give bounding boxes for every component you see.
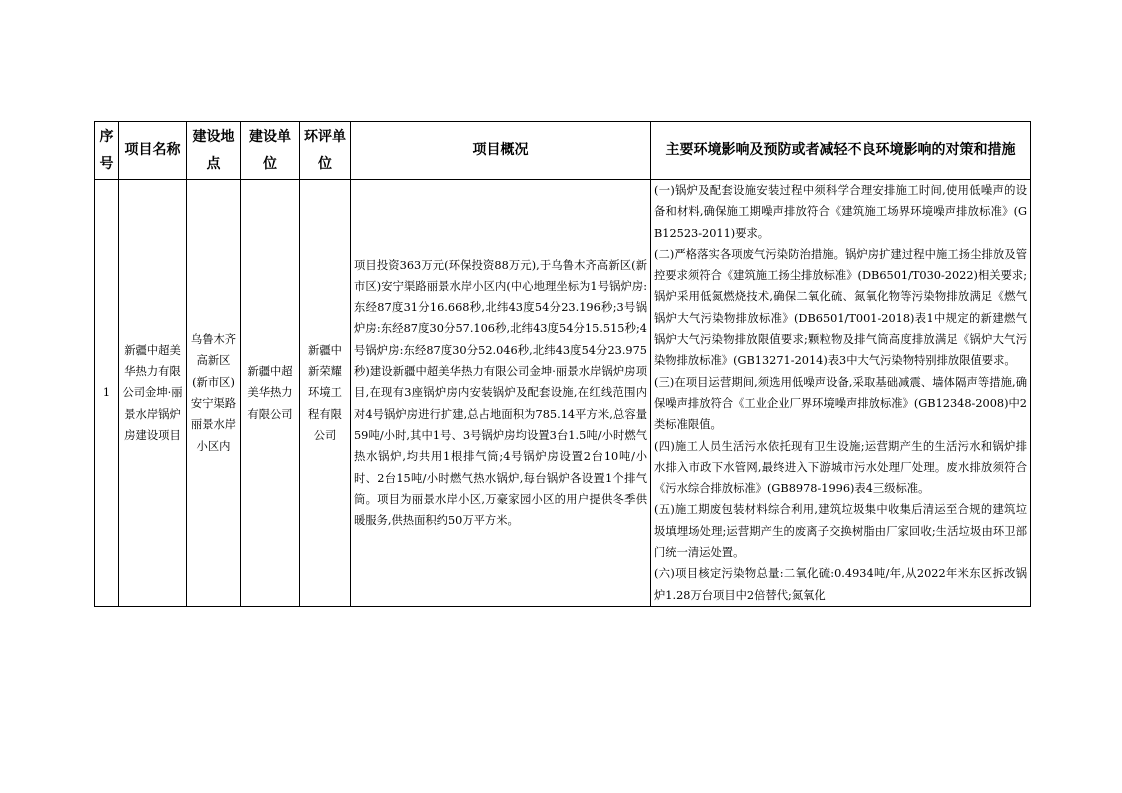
header-overview: 项目概况 xyxy=(351,122,651,180)
table-row xyxy=(95,180,1031,607)
table-header-row xyxy=(95,122,1031,180)
measure-paragraph-4: (四)施工人员生活污水依托现有卫生设施;运营期产生的生活污水和锅炉排水排入市政下水管网,最终进入下游城市污水处理厂处理。废水排放须符合《污水综合排放标准》(GB8978-1996)表4三级标准。 xyxy=(654,439,1027,496)
header-project-name: 项目名称 xyxy=(119,122,187,180)
measure-paragraph-3: (三)在项目运营期间,须选用低噪声设备,采取基础减震、墙体隔声等措施,确保噪声排放符合《工业企业厂界环境噪声排放标准》(GB12348-2008)中2类标准限值。 xyxy=(654,375,1027,432)
cell-location: 乌鲁木齐高新区(新市区)安宁渠路丽景水岸小区内 xyxy=(187,180,241,607)
header-measures: 主要环境影响及预防或者减轻不良环境影响的对策和措施 xyxy=(651,122,1031,180)
project-table xyxy=(94,121,1031,607)
header-location: 建设地点 xyxy=(187,122,241,180)
measure-paragraph-2: (二)严格落实各项废气污染防治措施。锅炉房扩建过程中施工扬尘排放及管控要求须符合《建筑施工扬尘排放标准》(DB6501/T030-2022)相关要求;锅炉采用低氮燃烧技术,确保二氧化硫、氮氧化物等污染物排放满足《燃气锅炉大气污染物排放标准》(DB6501/T001-2018)表1中规定的新建燃气锅炉大气污染物排放限值要求;颗粒物及排气筒高度排放满足《锅炉大气污染物排放标准》(GB13271-2014)表3中大气污染物特别排放限值要求。 xyxy=(654,247,1027,368)
cell-builder: 新疆中超美华热力有限公司 xyxy=(241,180,300,607)
measure-paragraph-6: (六)项目核定污染物总量:二氧化硫:0.4934吨/年,从2022年米东区拆改锅炉1.28万台项目中2倍替代;氮氧化 xyxy=(654,567,1027,602)
cell-overview: 项目投资363万元(环保投资88万元),于乌鲁木齐高新区(新市区)安宁渠路丽景水岸小区内(中心地理坐标为1号锅炉房:东经87度31分16.668秒,北纬43度54分23.196秒;3号锅炉房:东经87度30分57.106秒,北纬43度54分15.515秒;4号锅炉房:东经87度30分52.046秒,北纬43度54分23.975秒)建设新疆中超美华热力有限公司金坤·丽景水岸锅炉房项目,在现有3座锅炉房内安装锅炉及配套设施,在红线范围内对4号锅炉房进行扩建,总占地面积为785.14平方米,总容量59吨/小时,其中1号、3号锅炉房均设置3台1.5吨/小时燃气热水锅炉,均共用1根排气筒;4号锅炉房设置2台10吨/小时、2台15吨/小时燃气热水锅炉,每台锅炉各设置1个排气筒。项目为丽景水岸小区,万豪家园小区的用户提供冬季供暖服务,供热面积约50万平方米。 xyxy=(351,180,651,607)
header-index: 序号 xyxy=(95,122,119,180)
cell-eia-unit: 新疆中新荣耀环境工程有限公司 xyxy=(300,180,351,607)
cell-index: 1 xyxy=(95,180,119,607)
header-builder: 建设单位 xyxy=(241,122,300,180)
cell-project-name: 新疆中超美华热力有限公司金坤·丽景水岸锅炉房建设项目 xyxy=(119,180,187,607)
cell-measures xyxy=(651,180,1031,607)
measure-paragraph-5: (五)施工期废包装材料综合利用,建筑垃圾集中收集后清运至合规的建筑垃圾填埋场处理;运营期产生的废离子交换树脂由厂家回收;生活垃圾由环卫部门统一清运处置。 xyxy=(654,503,1027,560)
header-eia-unit: 环评单位 xyxy=(300,122,351,180)
measure-paragraph-1: (一)锅炉及配套设施安装过程中须科学合理安排施工时间,使用低噪声的设备和材料,确保施工期噪声排放符合《建筑施工场界环境噪声排放标准》(GB12523-2011)要求。 xyxy=(654,184,1027,240)
